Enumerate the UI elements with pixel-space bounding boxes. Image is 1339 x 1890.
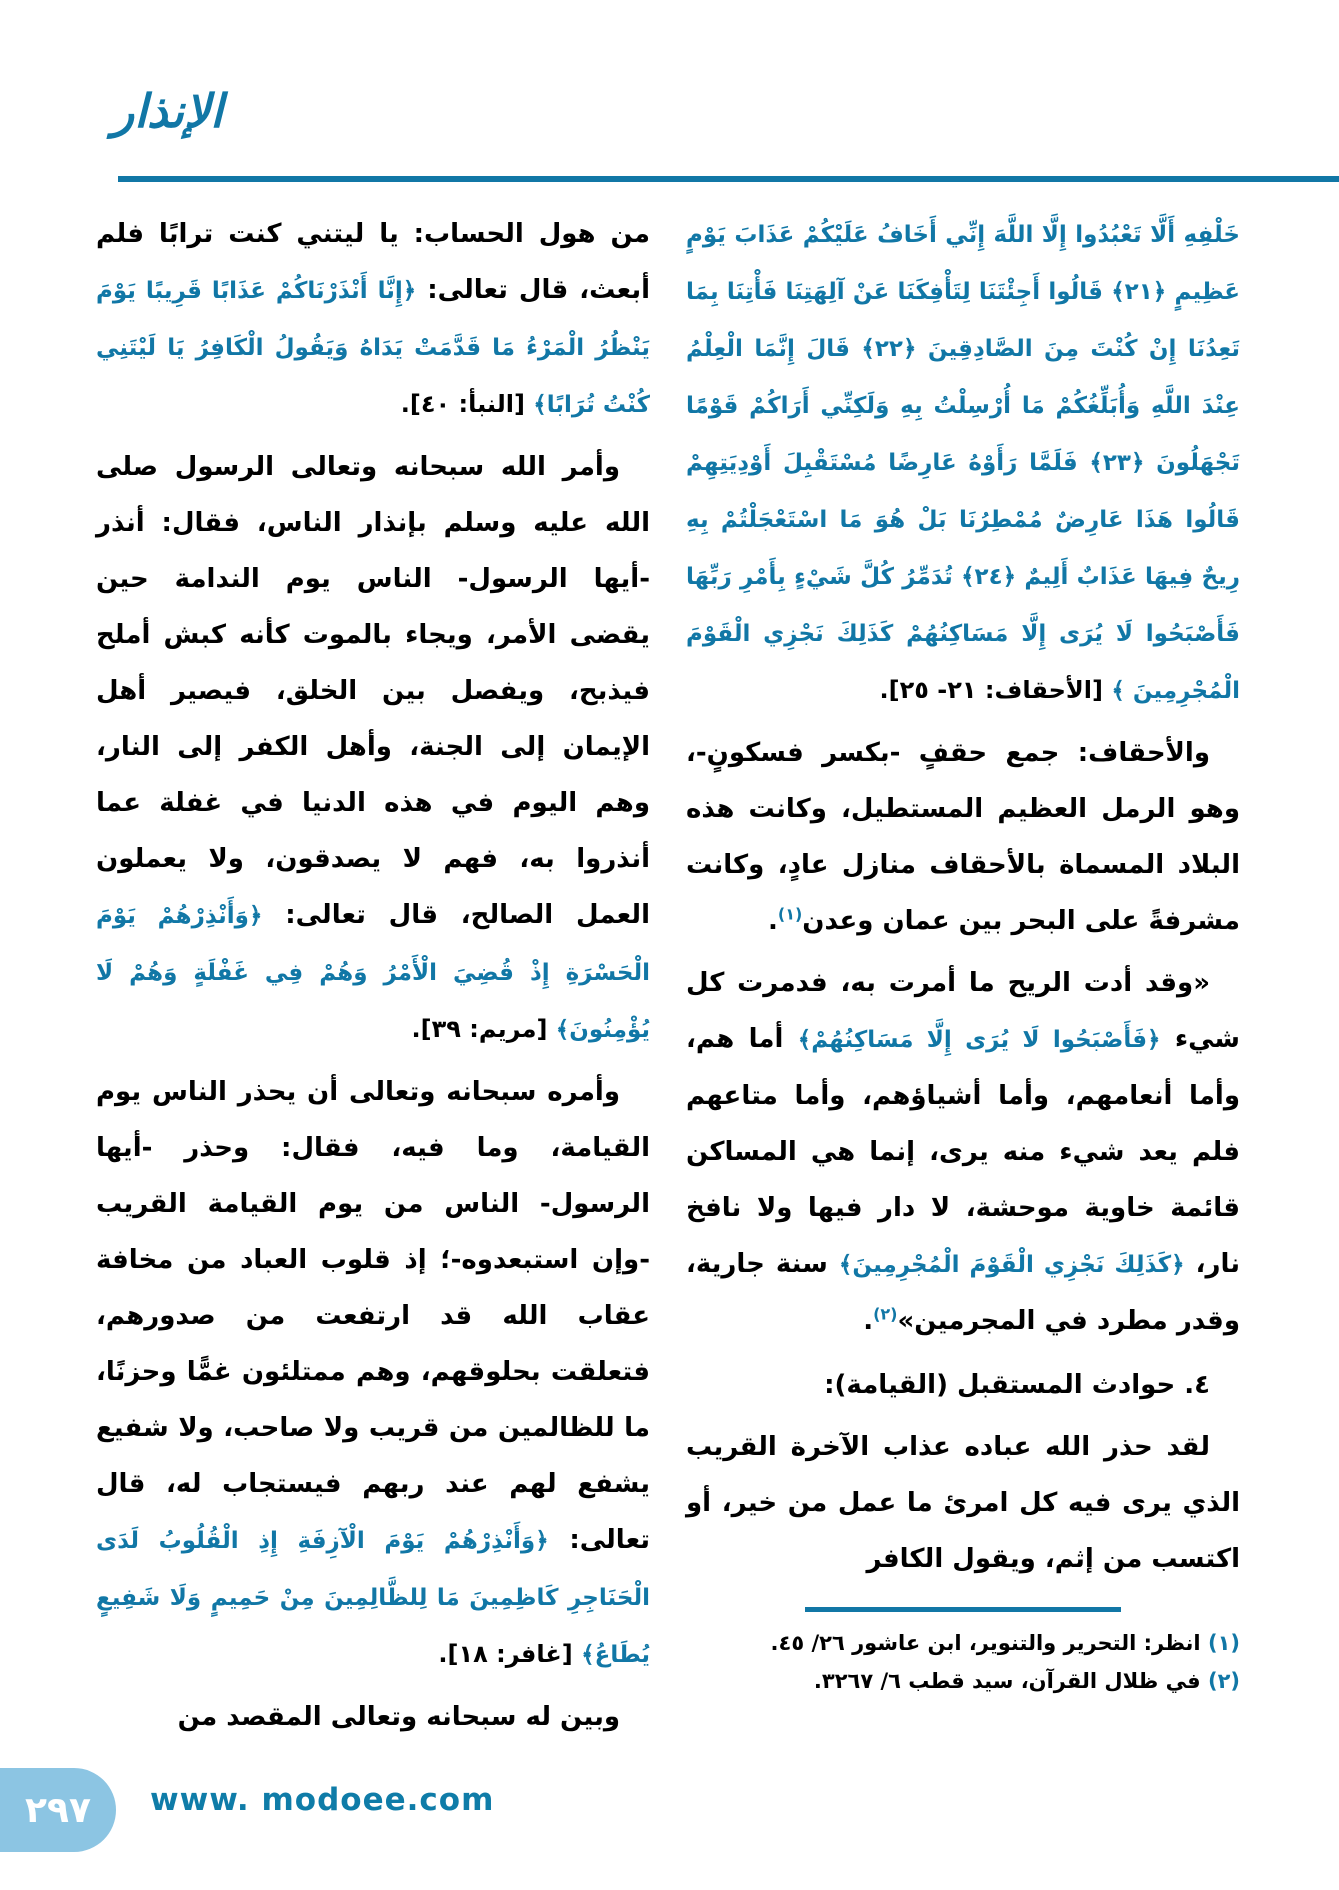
paragraph (686, 725, 1240, 949)
body-text: لقد حذر الله عباده عذاب الآخرة القريب الذي يرى فيه كل امرئ ما عمل من خير، أو اكتسب من إثم، ويقول الكافر (686, 1432, 1240, 1574)
paragraph (96, 1689, 650, 1745)
header-rule (118, 176, 1339, 182)
page-body (95, 206, 1240, 1751)
body-text: سنة جارية، وقدر مطرد في المجرمين» (686, 1249, 1240, 1336)
verse-citation: [الأحقاف: ٢١- ٢٥]. (879, 676, 1112, 704)
right-column (686, 206, 1240, 1751)
quran-verse: ﴿إِنَّا أَنْذَرْنَاكُمْ عَذَابًا قَرِيبًا يَوْمَ يَنْظُرُ الْمَرْءُ مَا قَدَّمَتْ يَدَاهُ وَيَقُولُ الْكَافِرُ يَا لَيْتَنِي كُنْتُ تُرَابًا﴾ (96, 278, 650, 418)
verse-citation: [غافر: ١٨]. (438, 1640, 582, 1668)
verse-citation: [النبأ: ٤٠]. (400, 390, 534, 418)
page-number: ٢٩٧ (25, 1789, 91, 1831)
footnote (686, 1662, 1240, 1700)
body-text: وبين له سبحانه وتعالى المقصد من (177, 1702, 620, 1732)
body-text: وأمر الله سبحانه وتعالى الرسول صلى الله عليه وسلم بإنذار الناس، فقال: أنذر -أيها الرسول- الناس يوم الندامة حين يقضى الأمر، ويجاء بالموت كأنه كبش أملح فيذبح، ويفصل بين الخلق، فيصير أهل الإيمان إلى الجنة، وأهل الكفر إلى النار، وهم اليوم في هذه الدنيا في غفلة عما أنذروا به، فهم لا يصدقون، ولا يعملون العمل الصالح، قال تعالى: (96, 452, 650, 930)
body-text: . (863, 1306, 874, 1336)
footnote-text: في ظلال القرآن، سيد قطب ٦/ ٣٢٦٧. (813, 1669, 1201, 1693)
paragraph (96, 439, 650, 1058)
paragraph (96, 1064, 650, 1683)
paragraph (686, 1419, 1240, 1587)
website-text: www. modoee.com (150, 1782, 495, 1818)
quran-verse: ﴿فَأَصْبَحُوا لَا يُرَى إِلَّا مَسَاكِنُهُمْ﴾ (797, 1027, 1161, 1053)
section-heading (686, 1357, 1240, 1413)
footnote (686, 1624, 1240, 1662)
quran-verse: ﴿وَأَنْذِرْهُمْ يَوْمَ الْحَسْرَةِ إِذْ قُضِيَ الْأَمْرُ وَهُمْ فِي غَفْلَةٍ وَهُمْ لَا يُؤْمِنُونَ﴾ (96, 903, 650, 1043)
body-text: أما هم، وأما أنعامهم، وأما أشياؤهم، وأما متاعهم فلم يعد شيء منه يرى، إنما هي المساكن قائمة خاوية موحشة، لا دار فيها ولا نافخ نار، (686, 1024, 1241, 1279)
verse-citation: [مريم: ٣٩]. (411, 1015, 556, 1043)
paragraph (96, 206, 650, 433)
chapter-title: الإنذار (112, 84, 223, 138)
footnote-reference: (١) (777, 904, 803, 924)
body-text: وأمره سبحانه وتعالى أن يحذر الناس يوم القيامة، وما فيه، فقال: وحذر -أيها الرسول- الناس من يوم القيامة القريب -وإن استبعدوه-؛ إذ قلوب العباد من مخافة عقاب الله قد ارتفعت من صدورهم، فتعلقت بحلوقهم، وهم ممتلئون غمًّا وحزنًا، ما للظالمين من قريب ولا صاحب، ولا شفيع يشفع لهم عند ربهم فيستجاب له، قال تعالى: (96, 1077, 651, 1555)
footnote-marker: (٢) (1200, 1669, 1240, 1693)
body-text: . (768, 906, 778, 936)
quran-verse: خَلْفِهِ أَلَّا تَعْبُدُوا إِلَّا اللَّهَ إِنِّي أَخَافُ عَلَيْكُمْ عَذَابَ يَوْمٍ عَظِيمٍ ﴿٢١﴾ قَالُوا أَجِئْتَنَا لِتَأْفِكَنَا عَنْ آلِهَتِنَا فَأْتِنَا بِمَا تَعِدُنَا إِنْ كُنْتَ مِنَ الصَّادِقِينَ ﴿٢٢﴾ قَالَ إِنَّمَا الْعِلْمُ عِنْدَ اللَّهِ وَأُبَلِّغُكُمْ مَا أُرْسِلْتُ بِهِ وَلَكِنِّي أَرَاكُمْ قَوْمًا تَجْهَلُونَ ﴿٢٣﴾ فَلَمَّا رَأَوْهُ عَارِضًا مُسْتَقْبِلَ أَوْدِيَتِهِمْ قَالُوا هَذَا عَارِضٌ مُمْطِرُنَا بَلْ هُوَ مَا اسْتَعْجَلْتُمْ بِهِ رِيحٌ فِيهَا عَذَابٌ أَلِيمٌ ﴿٢٤﴾ تُدَمِّرُ كُلَّ شَيْءٍ بِأَمْرِ رَبِّهَا فَأَصْبَحُوا لَا يُرَى إِلَّا مَسَاكِنُهُمْ كَذَلِكَ نَجْزِي الْقَوْمَ الْمُجْرِمِينَ ﴾ (686, 222, 1240, 704)
quran-verse: ﴿كَذَلِكَ نَجْزِي الْقَوْمَ الْمُجْرِمِينَ﴾ (838, 1252, 1185, 1278)
footnote-marker: (١) (1200, 1631, 1240, 1655)
footnote-separator (805, 1607, 1121, 1612)
page-number-badge (0, 1768, 116, 1852)
body-text: «وقد أدت الريح ما أمرت به، فدمرت كل شيء (686, 968, 1241, 1054)
paragraph (686, 955, 1240, 1349)
footnote-reference: (٢) (873, 1304, 898, 1324)
quran-block (686, 206, 1240, 719)
body-text: والأحقاف: جمع حقفٍ -بكسر فسكونٍ-، وهو الرمل العظيم المستطيل، وكانت هذه البلاد المسماة بالأحقاف منازل عادٍ، وكانت مشرفةً على البحر بين عمان وعدن (686, 738, 1240, 936)
body-text: ٤. حوادث المستقبل (القيامة): (824, 1370, 1210, 1400)
footnote-text: انظر: التحرير والتنوير، ابن عاشور ٢٦/ ٤٥. (770, 1631, 1201, 1655)
quran-verse: ﴿وَأَنْذِرْهُمْ يَوْمَ الْآزِفَةِ إِذِ الْقُلُوبُ لَدَى الْحَنَاجِرِ كَاظِمِينَ مَا لِلظَّالِمِينَ مِنْ حَمِيمٍ وَلَا شَفِيعٍ يُطَاعُ﴾ (96, 1528, 650, 1668)
left-column (96, 206, 650, 1751)
body-text: من هول الحساب: يا ليتني كنت ترابًا فلم أبعث، قال تعالى: (96, 219, 650, 305)
